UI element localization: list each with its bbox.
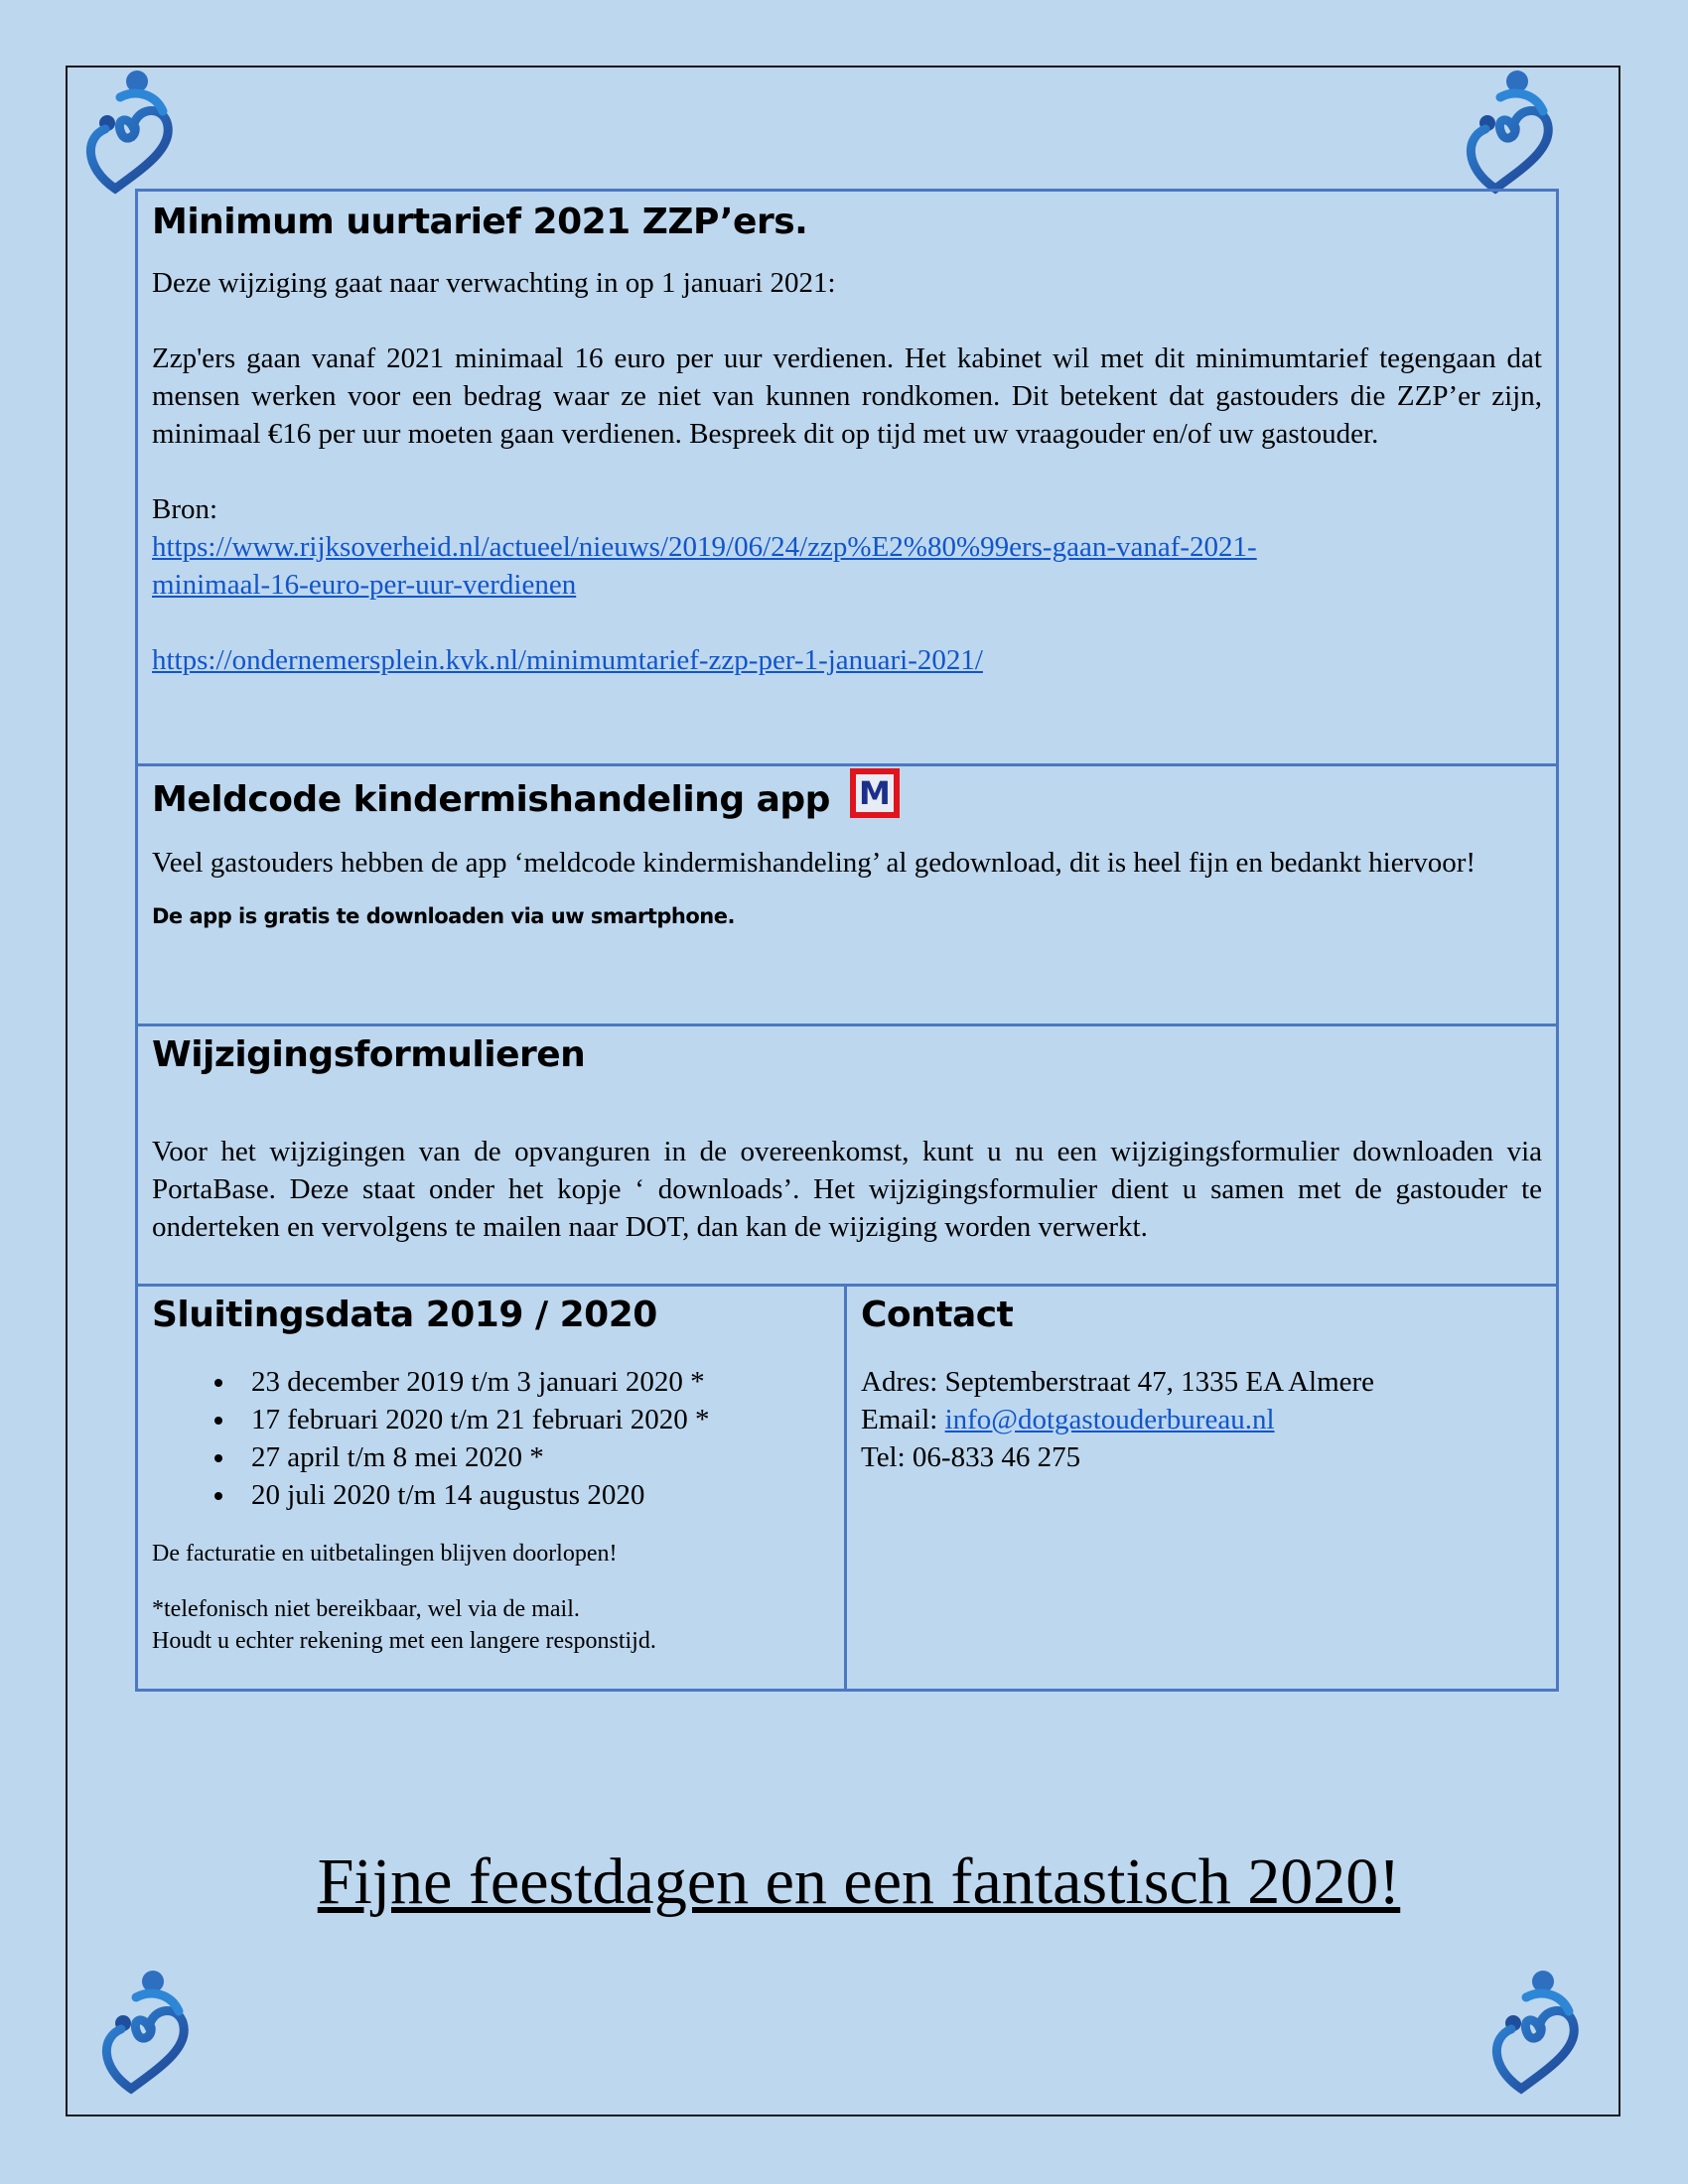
link-text: https://www.rijksoverheid.nl/actueel/nieuws/2019/06/24/zzp%E2%80%99ers-gaan-vanaf-2021-: [152, 531, 1257, 563]
family-heart-icon: [91, 1968, 201, 2097]
section-title: Contact: [861, 1295, 1014, 1335]
email-label: Email:: [861, 1404, 945, 1435]
newsletter-grid: [135, 189, 1559, 1692]
holiday-greeting: Fijne feestdagen en een fantastisch 2020!: [317, 1845, 1401, 1918]
source-link-kvk[interactable]: https://ondernemersplein.kvk.nl/minimumtarief-zzp-per-1-januari-2021/: [152, 644, 983, 676]
closing-dates-list: [152, 1363, 830, 1514]
link-text: minimaal-16-euro-per-uur-verdienen: [152, 569, 577, 601]
app-icon-letter: M: [856, 774, 894, 812]
section-zzp-rate: [135, 189, 1559, 766]
section-closing-contact: [135, 1287, 1559, 1692]
source-label: Bron:: [152, 493, 218, 525]
contact-phone: Tel: 06-833 46 275: [861, 1441, 1081, 1473]
billing-note: De facturatie en uitbetalingen blijven doorlopen!: [152, 1541, 618, 1567]
section-title: Sluitingsdata 2019 / 2020: [152, 1295, 657, 1335]
section-intro: Deze wijziging gaat naar verwachting in op 1 januari 2021:: [152, 267, 836, 299]
section-contact: [847, 1287, 1556, 1689]
list-item: • 17 februari 2020 t/m 21 februari 2020 *: [237, 1401, 830, 1438]
source-link-rijksoverheid[interactable]: [152, 531, 1257, 601]
section-body: Veel gastouders hebben de app ‘meldcode kindermishandeling’ al gedownload, dit is heel fijn en bedankt hiervoor!: [152, 847, 1477, 879]
section-body: Voor het wijzigingen van de opvanguren in de overeenkomst, kunt u nu een wijzigingsformulier downloaden via PortaBase. Deze staat onder het kopje ‘ downloads’. Het wijzigingsformulier dient u samen met de gastouder te onderteken en vervolgens te mailen naar DOT, dan kan de wijziging worden verwerkt.: [152, 1136, 1542, 1243]
section-note: De app is gratis te downloaden via uw smartphone.: [152, 904, 735, 928]
family-heart-icon: [75, 68, 185, 197]
section-title: Wijzigingsformulieren: [152, 1034, 586, 1075]
section-body: Zzp'ers gaan vanaf 2021 minimaal 16 euro per uur verdienen. Het kabinet wil met dit minimumtarief tegengaan dat mensen werken voor een bedrag waar ze niet van kunnen rondkomen. Dit betekent dat gastouders die ZZP’er zijn, minimaal €16 per uur moeten gaan verdienen. Bespreek dit op tijd met uw vraagouder en/of uw gastouder.: [152, 342, 1542, 450]
section-meldcode-app: [135, 766, 1559, 1026]
family-heart-icon: [1481, 1968, 1591, 2097]
response-note: Houdt u echter rekening met een langere responstijd.: [152, 1628, 656, 1654]
section-closing-dates: [138, 1287, 847, 1689]
section-title: Minimum uurtarief 2021 ZZP’ers.: [152, 202, 808, 242]
family-heart-icon: [1456, 68, 1565, 197]
list-item: • 20 juli 2020 t/m 14 augustus 2020: [237, 1476, 830, 1514]
meldcode-app-icon: [850, 768, 900, 818]
contact-address: Adres: Septemberstraat 47, 1335 EA Almere: [861, 1366, 1375, 1398]
section-title: Meldcode kindermishandeling app: [152, 778, 830, 820]
phone-note: *telefonisch niet bereikbaar, wel via de mail.: [152, 1596, 580, 1622]
section-change-forms: [135, 1026, 1559, 1287]
list-item: • 27 april t/m 8 mei 2020 *: [237, 1438, 830, 1476]
list-item: • 23 december 2019 t/m 3 januari 2020 *: [237, 1363, 830, 1401]
email-link[interactable]: info@dotgastouderbureau.nl: [944, 1404, 1275, 1435]
